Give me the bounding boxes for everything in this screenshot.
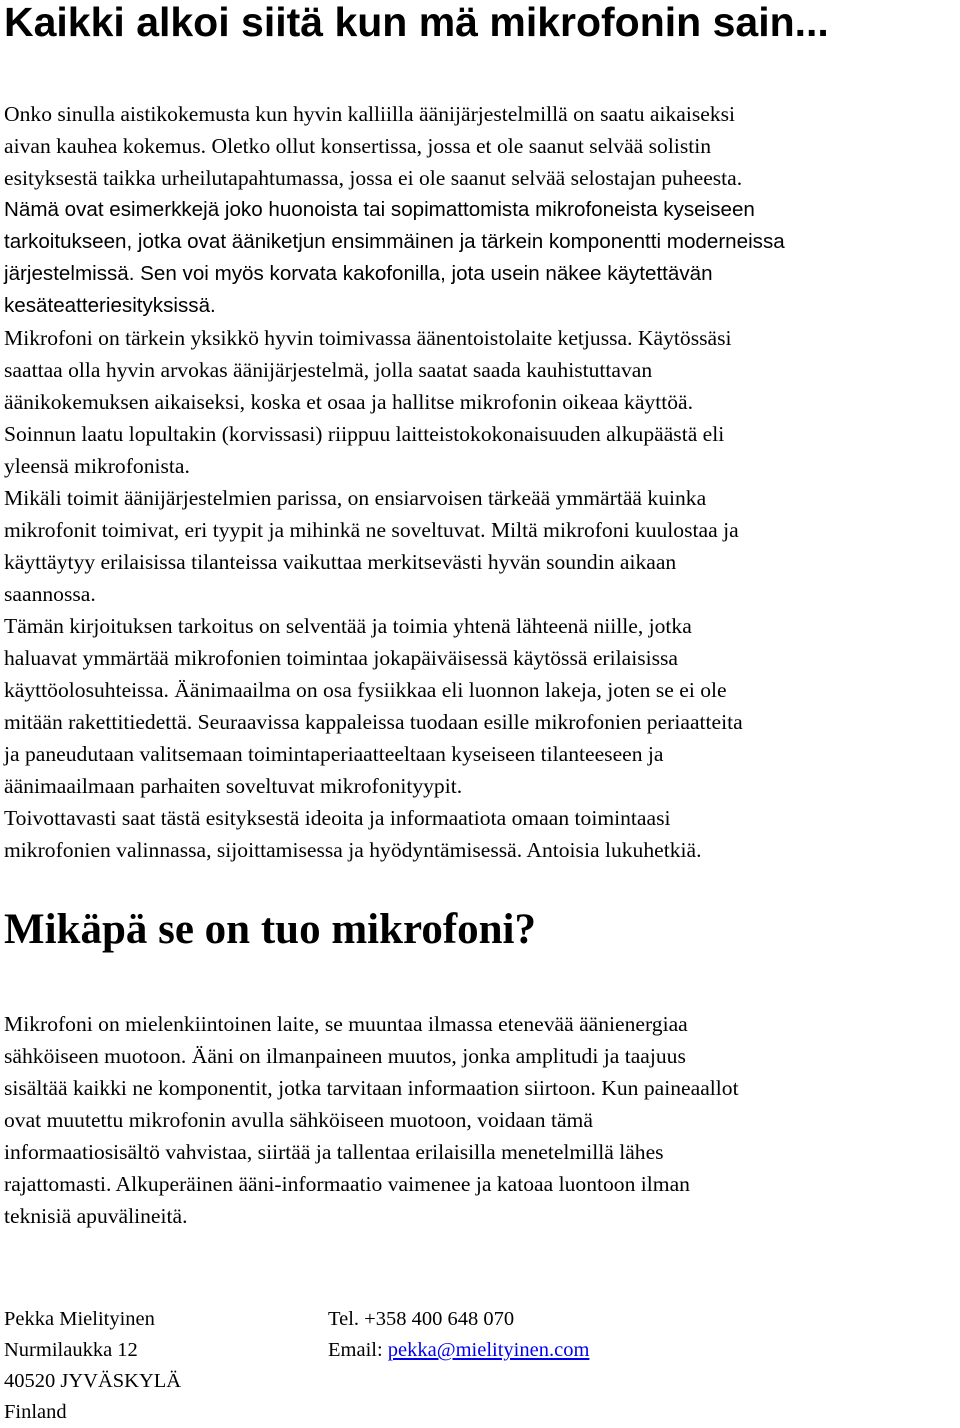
text-line: Tämän kirjoituksen tarkoitus on selventää ja toimia yhtenä lähteenä niille, jotka (4, 614, 692, 638)
text-line: informaatiosisältö vahvistaa, siirtää ja tallentaa erilaisilla menetelmillä lähes (4, 1140, 664, 1164)
footer-row (4, 1366, 960, 1397)
text-line: Mikäli toimit äänijärjestelmien parissa, on ensiarvoisen tärkeää ymmärtää kuinka (4, 486, 707, 510)
paragraph-sans-block (4, 98, 960, 194)
text-line: tarkoitukseen, jotka ovat ääniketjun ensimmäinen ja tärkein komponentti moderneissa (4, 230, 785, 253)
text-line: mitään rakettitiedettä. Seuraavissa kappaleissa tuodaan esille mikrofonien periaatteita (4, 710, 743, 734)
contact-name: Pekka Mielityinen (4, 1308, 155, 1330)
text-line: äänimaailmaan parhaiten soveltuvat mikrofonityypit. (4, 774, 463, 798)
text-line: Mikrofoni on tärkein yksikkö hyvin toimivassa äänentoistolaite ketjussa. Käytössäsi (4, 326, 732, 350)
footer-row (4, 1397, 960, 1428)
footer-row (4, 1304, 960, 1335)
text-line: ovat muutettu mikrofonin avulla sähköiseen muotoon, voidaan tämä (4, 1108, 593, 1132)
paragraph-serif-block (4, 322, 960, 866)
email-label: Email: (328, 1339, 388, 1361)
contact-street: Nurmilaukka 12 (4, 1339, 138, 1361)
text-line: saattaa olla hyvin arvokas äänijärjestelmä, jolla saatat saada kauhistuttavan (4, 358, 653, 382)
page-title: Kaikki alkoi siitä kun mä mikrofonin sain... (4, 0, 829, 45)
contact-phone: Tel. +358 400 648 070 (328, 1308, 515, 1330)
text-line: sähköiseen muotoon. Ääni on ilmanpaineen muutos, jonka amplitudi ja taajuus (4, 1044, 686, 1068)
contact-city: 40520 JYVÄSKYLÄ (4, 1370, 182, 1392)
text-line: yleensä mikrofonista. (4, 454, 190, 478)
text-line: Onko sinulla aistikokemusta kun hyvin kalliilla äänijärjestelmillä on saatu aikaiseksi (4, 102, 736, 126)
footer-row (4, 1335, 960, 1366)
intro-section (4, 98, 960, 866)
text-line: järjestelmissä. Sen voi myös korvata kakofonilla, jota usein näkee käytettävän (4, 262, 713, 285)
contact-email (328, 1335, 589, 1366)
text-line: mikrofonit toimivat, eri tyypit ja mihinkä ne soveltuvat. Miltä mikrofoni kuulostaa ja (4, 518, 739, 542)
text-line: sisältää kaikki ne komponentit, jotka tarvitaan informaation siirtoon. Kun paineaallot (4, 1076, 739, 1100)
section-heading: Mikäpä se on tuo mikrofoni? (4, 906, 536, 953)
text-line: teknisiä apuvälineitä. (4, 1204, 188, 1228)
text-line: käyttöolosuhteissa. Äänimaailma on osa fysiikkaa eli luonnon lakeja, joten se ei ole (4, 678, 727, 702)
text-line: Mikrofoni on mielenkiintoinen laite, se muuntaa ilmassa etenevää äänienergiaa (4, 1012, 688, 1036)
text-line: Toivottavasti saat tästä esityksestä ideoita ja informaatiota omaan toimintaasi (4, 806, 671, 830)
text-line: Nämä ovat esimerkkejä joko huonoista tai sopimattomista mikrofoneista kyseiseen (4, 198, 755, 221)
text-line: aivan kauhea kokemus. Oletko ollut konsertissa, jossa et ole saanut selvää solistin (4, 134, 712, 158)
text-line: Soinnun laatu lopultakin (korvissasi) riippuu laitteistokokonaisuuden alkupäästä eli (4, 422, 725, 446)
text-line: kesäteatteriesityksissä. (4, 294, 216, 317)
text-line: saannossa. (4, 582, 96, 606)
section-body (4, 1008, 960, 1232)
text-line: käyttäytyy erilaisissa tilanteissa vaikuttaa merkitsevästi hyvän soundin aikaan (4, 550, 677, 574)
paragraph-sans-block (4, 194, 960, 322)
contact-footer (4, 1304, 960, 1428)
text-line: rajattomasti. Alkuperäinen ääni-informaatio vaimenee ja katoaa luontoon ilman (4, 1172, 690, 1196)
contact-country: Finland (4, 1401, 67, 1423)
email-link[interactable]: pekka@mielityinen.com (387, 1339, 590, 1361)
text-line: haluavat ymmärtää mikrofonien toimintaa jokapäiväisessä käytössä erilaisissa (4, 646, 679, 670)
text-line: äänikokemuksen aikaiseksi, koska et osaa ja hallitse mikrofonin oikeaa käyttöä. (4, 390, 693, 414)
text-line: mikrofonien valinnassa, sijoittamisessa ja hyödyntämisessä. Antoisia lukuhetkiä. (4, 838, 702, 862)
text-line: esityksestä taikka urheilutapahtumassa, jossa ei ole saanut selvää selostajan puheesta. (4, 166, 743, 190)
text-line: ja paneudutaan valitsemaan toimintaperiaatteeltaan kyseiseen tilanteeseen ja (4, 742, 664, 766)
